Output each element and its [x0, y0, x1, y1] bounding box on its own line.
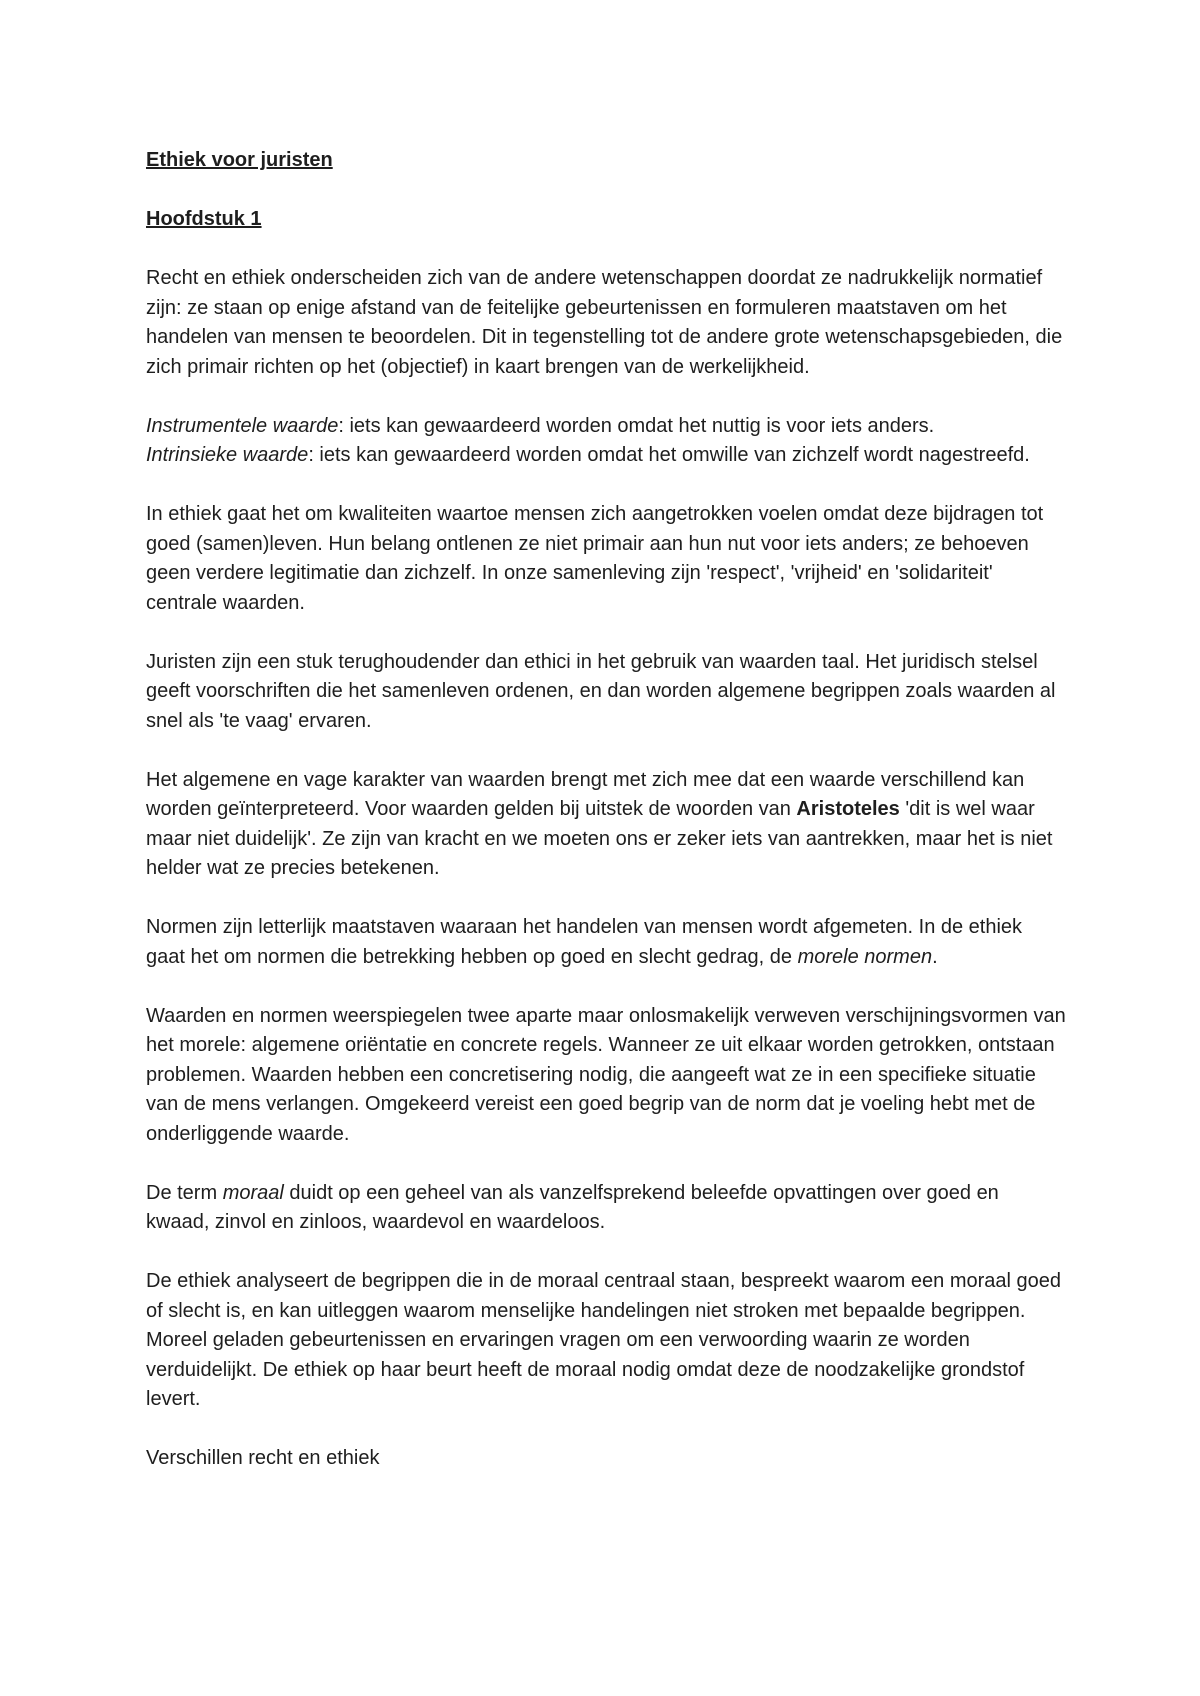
paragraph-moraal — [146, 1179, 1066, 1238]
paragraph-ethics-qualities: In ethiek gaat het om kwaliteiten waartoe mensen zich aangetrokken voelen omdat deze bijdragen tot goed (samen)leven. Hun belang ontlenen ze niet primair aan hun nut voor iets anders; ze behoeven geen verdere legitimatie dan zichzelf. In onze samenleving zijn 'respect', 'vrijheid' en 'solidariteit' centrale waarden. — [146, 503, 1044, 614]
text-run: duidt op een geheel van als vanzelfsprekend beleefde opvattingen over goed en kwaad, zinvol en zinloos, waardevol en waardeloos. — [146, 1181, 999, 1233]
definition-intrinsic — [146, 441, 1066, 471]
text-run: . — [932, 945, 938, 968]
emphasis-moraal: moraal — [222, 1181, 284, 1204]
definition-term: Instrumentele waarde — [146, 414, 339, 437]
section-heading-differences: Verschillen recht en ethiek — [146, 1447, 380, 1469]
paragraph-aristotle — [146, 766, 1066, 884]
definition-text: : iets kan gewaardeerd worden omdat het nuttig is voor iets anders. — [338, 414, 935, 437]
text-run: Normen zijn letterlijk maatstaven waaraan het handelen van mensen wordt afgemeten. In de ethiek gaat het om normen die betrekking hebben op goed en slecht gedrag, de — [146, 916, 1023, 968]
chapter-heading: Hoofdstuk 1 — [146, 208, 262, 230]
paragraph-values-norms: Waarden en normen weerspiegelen twee aparte maar onlosmakelijk verweven verschijningsvormen van het morele: algemene oriëntatie en concrete regels. Wanneer ze uit elkaar worden getrokken, ontstaan problemen. Waarden hebben een concretisering nodig, die aangeeft wat ze in een specifieke situatie van de mens verlangen. Omgekeerd vereist een goed begrip van de norm dat je voeling hebt met de onderliggende waarde. — [146, 1004, 1066, 1145]
emphasis-morele-normen: morele normen — [797, 945, 933, 968]
paragraph-ethics-analysis: De ethiek analyseert de begrippen die in de moraal centraal staan, bespreekt waarom een moraal goed of slecht is, en kan uitleggen waarom menselijke handelingen niet stroken met bepaalde begrippen. Moreel geladen gebeurtenissen en ervaringen vragen om een verwoording waarin ze worden verduidelijkt. De ethiek op haar beurt heeft de moraal nodig omdat deze de noodzakelijke grondstof levert. — [146, 1270, 1061, 1410]
text-run: Het algemene en vage karakter van waarden brengt met zich mee dat een waarde verschillend kan worden geïnterpreteerd. Voor waarden gelden bij uitstek de woorden van — [146, 768, 1025, 820]
document-title: Ethiek voor juristen — [146, 149, 333, 171]
paragraph-norms — [146, 913, 1066, 972]
definition-term: Intrinsieke waarde — [146, 444, 309, 466]
paragraph-jurists: Juristen zijn een stuk terughoudender dan ethici in het gebruik van waarden taal. Het juridisch stelsel geeft voorschriften die het samenleven ordenen, en dan worden algemene begrippen zoals waarden al snel als 'te vaag' ervaren. — [146, 650, 1056, 732]
definition-instrumental — [146, 412, 1066, 442]
document-body — [146, 146, 1066, 1503]
paragraph-intro: Recht en ethiek onderscheiden zich van de andere wetenschappen doordat ze nadrukkelijk normatief zijn: ze staan op enige afstand van de feitelijke gebeurtenissen en formuleren maatstaven om het handelen van mensen te beoordelen. Dit in tegenstelling tot de andere grote wetenschapsgebieden, die zich primair richten op het (objectief) in kaart brengen van de werkelijkheid. — [146, 267, 1063, 378]
paragraph-definitions — [146, 412, 1066, 471]
text-run: 'dit is wel waar maar niet duidelijk'. Ze zijn van kracht en we moeten ons er zeker iets van aantrekken, maar het is niet helder wat ze precies betekenen. — [146, 798, 1053, 879]
definition-text: : iets kan gewaardeerd worden omdat het omwille van zichzelf wordt nagestreefd. — [308, 444, 1030, 466]
aristotle-name: Aristoteles — [796, 798, 900, 820]
text-run: De term — [146, 1181, 223, 1204]
